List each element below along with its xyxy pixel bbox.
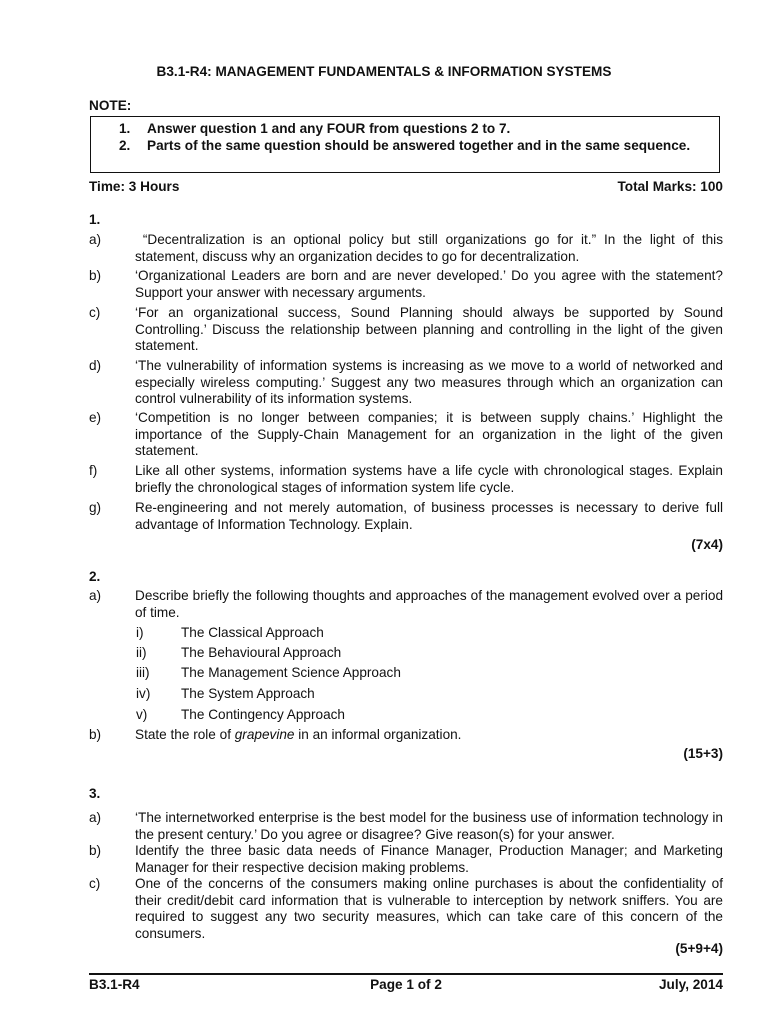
q2-part-a	[89, 588, 723, 621]
emphasized-term: grapevine	[234, 727, 295, 742]
sub-text: The Management Science Approach	[181, 665, 401, 680]
sub-label: i)	[136, 625, 144, 640]
q1-part-a	[89, 232, 727, 265]
q1-part-c	[89, 305, 723, 355]
part-label: d)	[89, 358, 102, 373]
time-marks-row	[89, 179, 723, 196]
note-number: 1.	[119, 121, 131, 136]
q1-part-e	[89, 410, 723, 460]
part-label: a)	[89, 810, 102, 825]
sub-label: ii)	[136, 645, 147, 660]
total-marks: Total Marks: 100	[617, 179, 723, 194]
sub-text: The System Approach	[181, 686, 315, 701]
part-label: c)	[89, 876, 101, 891]
part-text-pre: State the role of	[135, 727, 235, 742]
note-box	[90, 116, 720, 173]
question-3-number: 3.	[89, 786, 101, 801]
part-label: e)	[89, 410, 102, 425]
part-label: b)	[89, 727, 102, 742]
footer-date: July, 2014	[659, 977, 723, 992]
q2-sub-item	[136, 686, 315, 703]
q1-part-d	[89, 358, 723, 408]
note-label: NOTE:	[89, 98, 132, 113]
part-label: g)	[89, 500, 102, 515]
question-1-number: 1.	[89, 212, 101, 227]
note-item	[99, 121, 711, 138]
part-text: Identify the three basic data needs of Finance Manager, Production Manager; and Marketing Manager for their respective decision making problems.	[135, 843, 723, 875]
footer-paper-code: B3.1-R4	[89, 977, 140, 992]
q2-part-b	[89, 727, 723, 744]
part-text: “Decentralization is an optional policy but still organizations go for it.” In the light of this statement, discuss why an organization decides to go for decentralization.	[135, 232, 727, 264]
part-text-post: in an informal organization.	[294, 727, 462, 742]
part-label: a)	[89, 232, 102, 247]
note-number: 2.	[119, 137, 131, 153]
footer-page-number: Page 1 of 2	[370, 977, 442, 992]
part-text	[135, 727, 723, 744]
sub-label: iii)	[136, 665, 150, 680]
part-text: Like all other systems, information systems have a life cycle with chronological stages. Explain briefly the chronological stages of information system life cycle.	[135, 463, 723, 495]
part-label: b)	[89, 843, 102, 858]
part-label: a)	[89, 588, 102, 603]
q2-sub-item	[136, 665, 401, 682]
part-text: Describe briefly the following thoughts and approaches of the management evolved over a period of time.	[135, 588, 723, 620]
footer-divider	[89, 973, 723, 975]
part-text: ‘Competition is no longer between companies; it is between supply chains.’ Highlight the importance of the Supply-Chain Management for an organization in the light of the given statement.	[135, 410, 723, 458]
question-2-number: 2.	[89, 569, 101, 584]
q2-marks: (15+3)	[683, 746, 723, 761]
sub-label: v)	[136, 707, 148, 722]
part-label: f)	[89, 463, 98, 478]
q3-part-b	[89, 843, 723, 876]
page-title: B3.1-R4: MANAGEMENT FUNDAMENTALS & INFORMATION SYSTEMS	[156, 64, 612, 79]
sub-text: The Classical Approach	[181, 625, 324, 640]
q1-part-f	[89, 463, 723, 496]
sub-text: The Contingency Approach	[181, 707, 345, 722]
part-text: ‘For an organizational success, Sound Planning should always be supported by Sound Controlling.’ Discuss the relationship between planning and controlling in the light of the given statement.	[135, 305, 723, 353]
part-label: c)	[89, 305, 101, 320]
q3-part-a	[89, 810, 723, 843]
part-text: Re-engineering and not merely automation, of business processes is necessary to derive full advantage of Information Technology. Explain.	[135, 500, 723, 532]
part-label: b)	[89, 268, 102, 283]
part-text: ‘The vulnerability of information systems is increasing as we move to a world of networked and especially wireless computing.’ Suggest any two measures through which an organization can control vulnerability of its information systems.	[135, 358, 723, 406]
q2-sub-item	[136, 707, 345, 724]
note-item	[99, 138, 711, 155]
q2-sub-item	[136, 625, 324, 642]
q1-part-b	[89, 268, 723, 301]
q1-part-g	[89, 500, 723, 533]
q1-marks: (7x4)	[691, 537, 723, 552]
time-allowed: Time: 3 Hours	[89, 179, 180, 194]
q2-sub-item	[136, 645, 341, 662]
part-text: One of the concerns of the consumers making online purchases is about the confidentiality of their credit/debit card information that is vulnerable to interception by network sniffers. You are required to suggest any two security measures, which can take care of this concern of the consumers.	[135, 876, 723, 941]
q3-part-c	[89, 876, 723, 942]
note-text: Parts of the same question should be answered together and in the same sequence.	[147, 137, 691, 153]
q3-marks: (5+9+4)	[675, 941, 723, 956]
part-text: ‘Organizational Leaders are born and are never developed.’ Do you agree with the statement? Support your answer with necessary arguments.	[135, 268, 723, 300]
sub-text: The Behavioural Approach	[181, 645, 342, 660]
note-text: Answer question 1 and any FOUR from questions 2 to 7.	[147, 121, 511, 136]
sub-label: iv)	[136, 686, 151, 701]
part-text: ‘The internetworked enterprise is the best model for the business use of information technology in the present century.’ Do you agree or disagree? Give reason(s) for your answer.	[135, 810, 723, 842]
